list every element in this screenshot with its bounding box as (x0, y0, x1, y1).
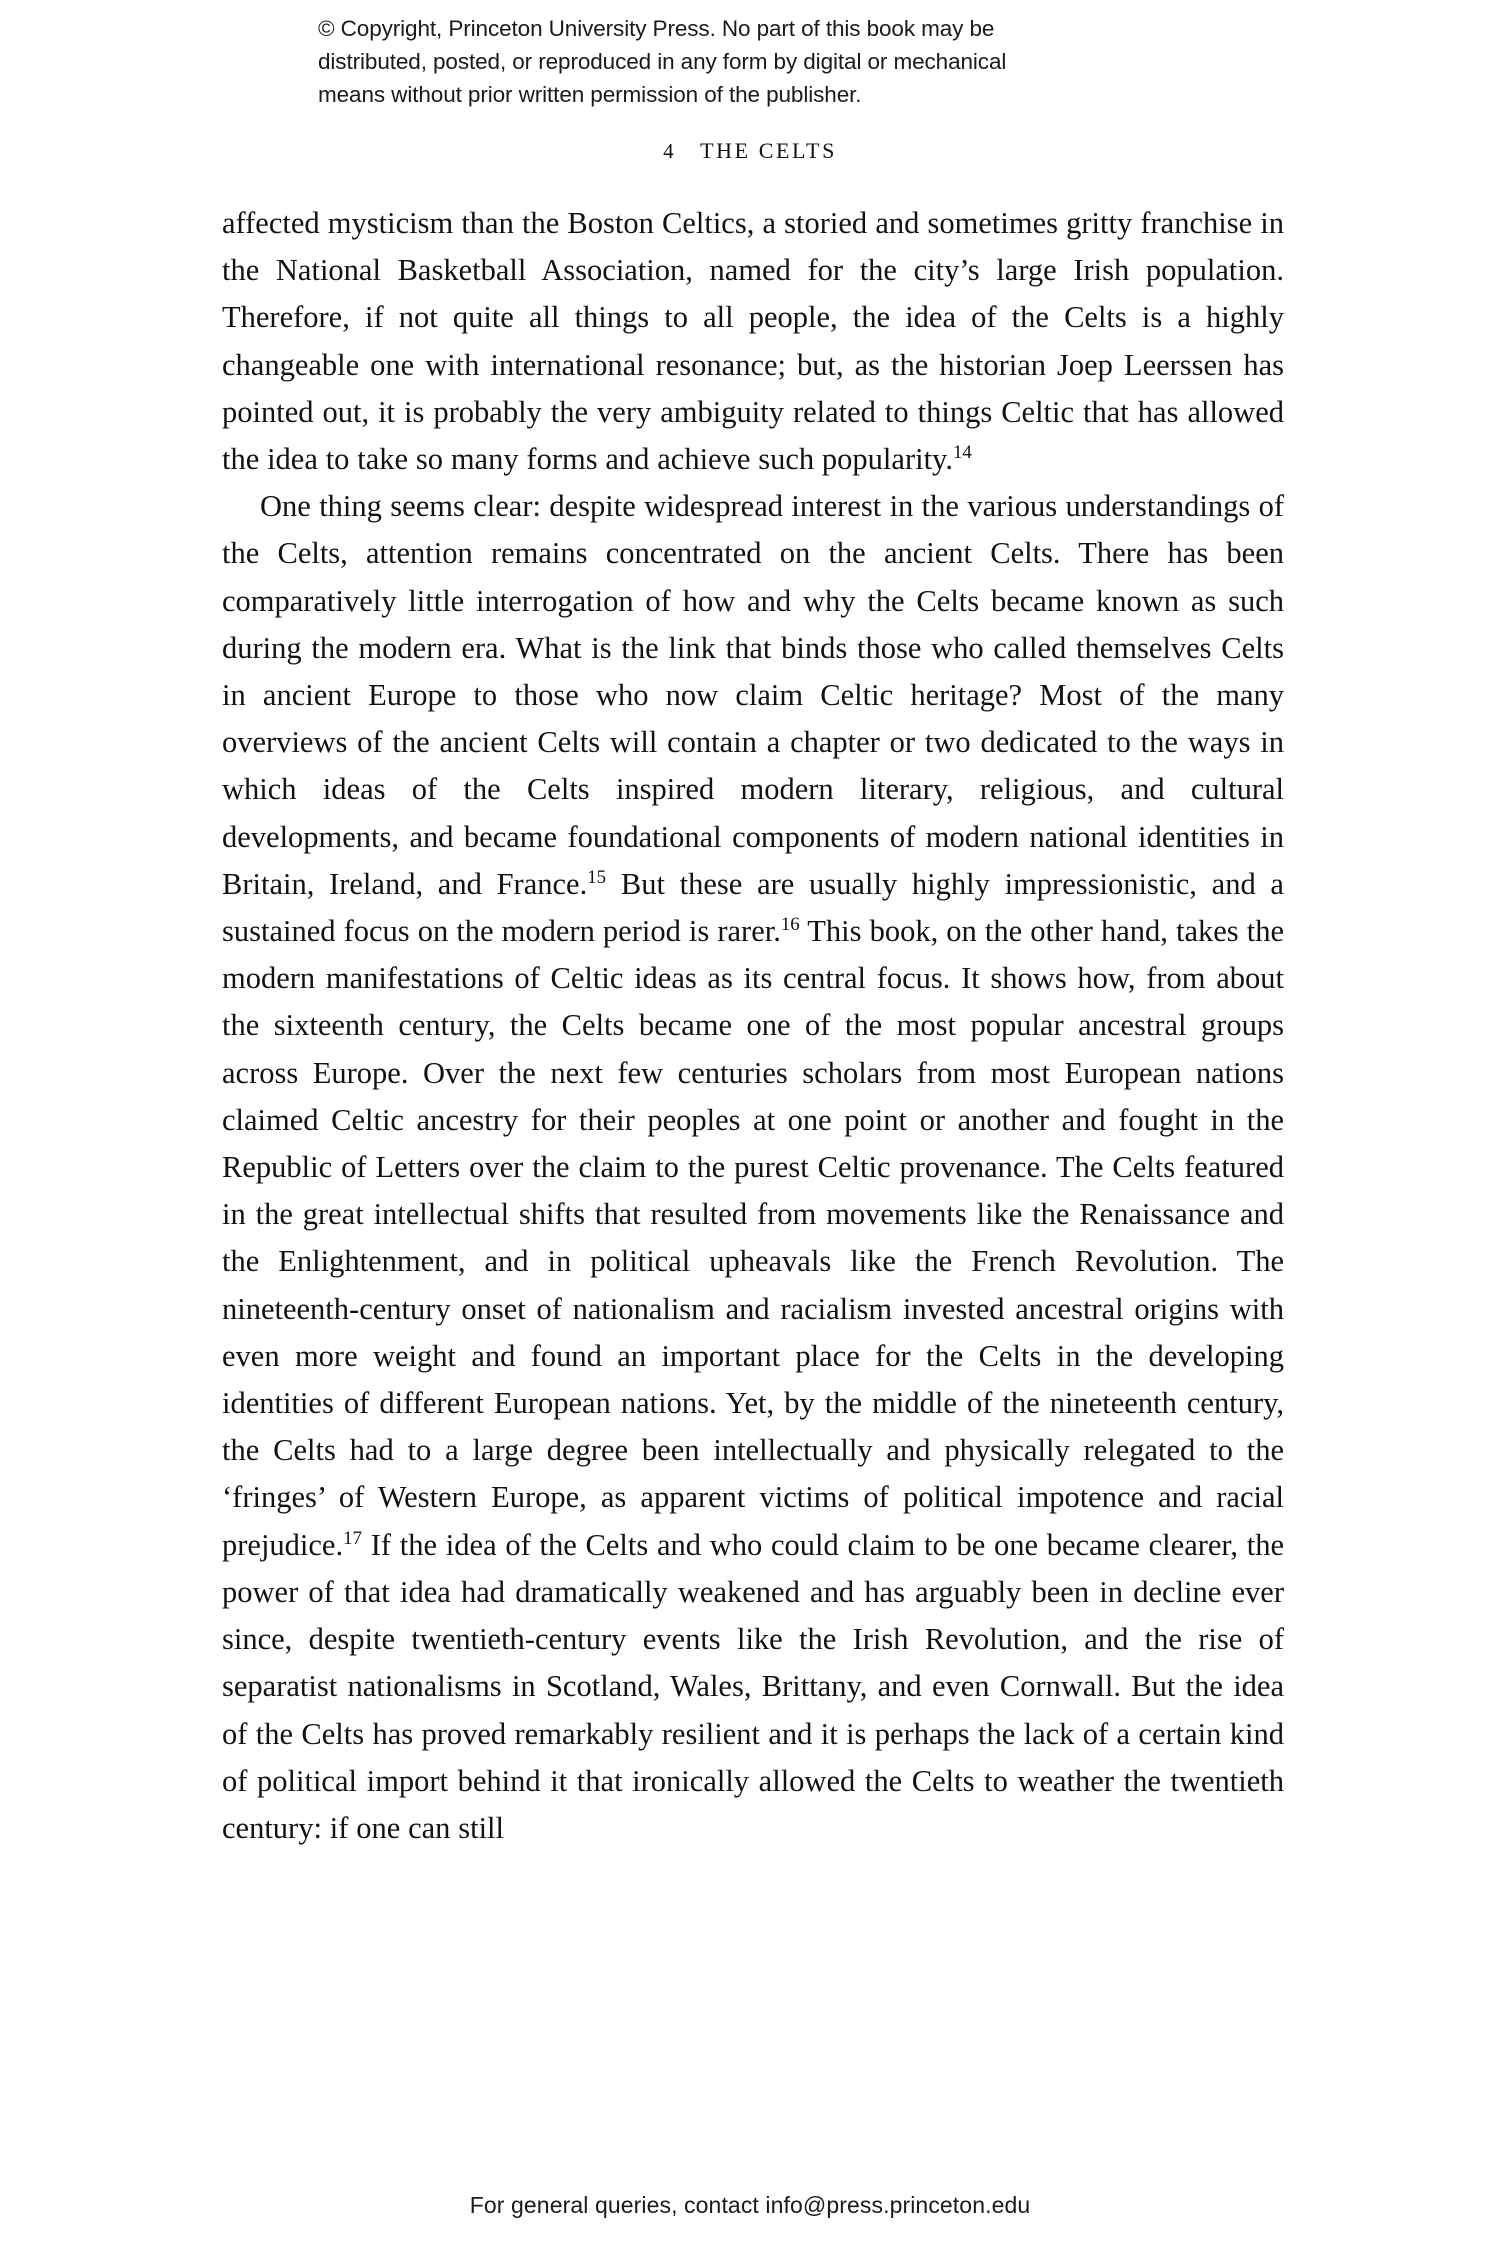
footnote-marker[interactable]: 17 (343, 1527, 362, 1549)
body-text-block (222, 200, 1284, 1852)
footnote-marker[interactable]: 16 (780, 913, 800, 935)
page-number: 4 (663, 139, 675, 163)
paragraph-2: One thing seems clear: despite widespread interest in the various understandings of the Celts, attention remains concentrated on the ancient Celts. There has been comparatively little interrogation of how and why the Celts became known as such during the modern era. What is the link that binds those who called themselves Celts in ancient Europe to those who now claim Celtic heritage? Most of the many overviews of the ancient Celts will contain a chapter or two dedicated to the ways in which ideas of the Celts inspired modern literary, religious, and cultural developments, and became foundational components of modern national identities in Britain, Ireland, and France.$^{15}$ But these are usually highly impressionistic, and a sustained focus on the modern period is rarer.$^{16}$ This book, on the other hand, takes the modern manifestations of Celtic ideas as its central focus. It shows how, from about the sixteenth century, the Celts became one of the most popular ancestral groups across Europe. Over the next few centuries scholars from most European nations claimed Celtic ancestry for their peoples at one point or another and fought in the Republic of Letters over the claim to the purest Celtic provenance. The Celts featured in the great intellectual shifts that resulted from movements like the Renaissance and the Enlightenment, and in political upheavals like the French Revolution. The nineteenth-century onset of nationalism and racialism invested ancestral origins with even more weight and found an important place for the Celts in the developing identities of different European nations. Yet, by the middle of the nineteenth century, the Celts had to a large degree been intellectually and physically relegated to the ‘fringes’ of Western Europe, as apparent victims of political impotence and racial prejudice.$^{17}$ If the idea of the Celts and who could claim to be one became clearer, the power of that idea had dramatically weakened and has arguably been in decline ever since, despite twentieth-century events like the Irish Revolution, and the rise of separatist nationalisms in Scotland, Wales, Brittany, and even Cornwall. But the idea of the Celts has proved remarkably resilient and it is perhaps the lack of a certain kind of political import behind it that ironically allowed the Celts to weather the twentieth century: if one can still (222, 489, 1284, 1845)
running-head (0, 138, 1500, 164)
footnote-marker[interactable]: 14 (952, 441, 972, 463)
copyright-notice-line: means without prior written permission of the publisher. (318, 82, 862, 107)
paragraph-1: affected mysticism than the Boston Celtics, a storied and sometimes gritty franchise in the National Basketball Association, named for the city’s large Irish population. Therefore, if not quite all things to all people, the idea of the Celts is a highly changeable one with international resonance; but, as the historian Joep Leerssen has pointed out, it is probably the very ambiguity related to things Celtic that has allowed the idea to take so many forms and achieve such popularity.$^{14}$ (222, 206, 1284, 477)
copyright-notice-line: © Copyright, Princeton University Press. No part of this book may be (318, 16, 995, 41)
copyright-notice (318, 12, 1178, 111)
page-footer: For general queries, contact info@press.princeton.edu (469, 2192, 1031, 2218)
copyright-notice-line: distributed, posted, or reproduced in any form by digital or mechanical (318, 49, 1007, 74)
footnote-marker[interactable]: 15 (587, 866, 607, 888)
running-head-title: THE CELTS (700, 138, 837, 163)
